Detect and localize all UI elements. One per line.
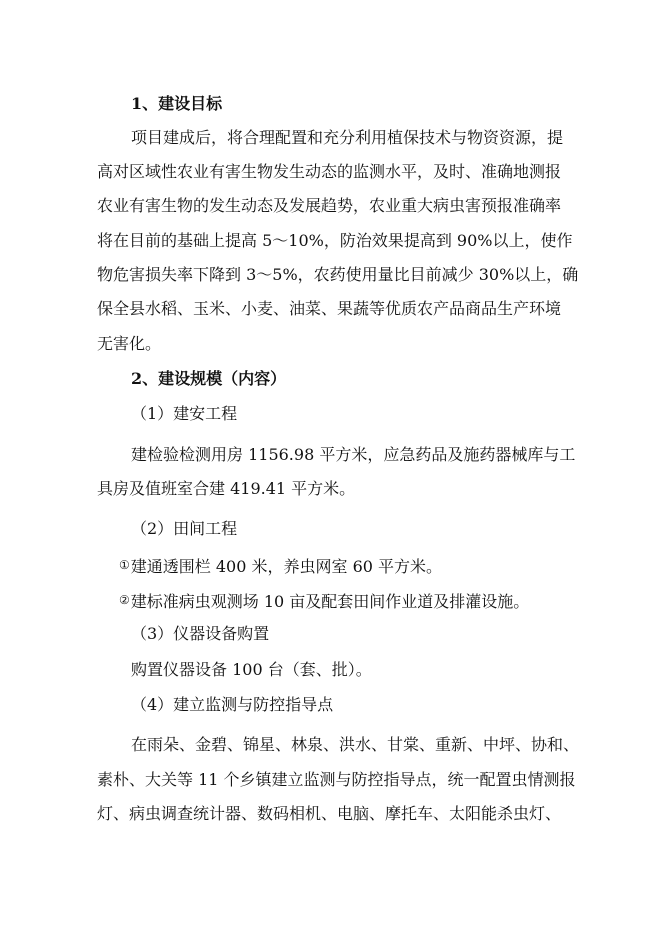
subsection-4-title: （4）建立监测与防控指导点 — [131, 695, 334, 714]
list-item — [119, 555, 442, 577]
circled-number-marker: ② — [119, 593, 130, 607]
subsection-4-line: 素朴、大关等 11 个乡镇建立监测与防控指导点，统一配置虫情测报 — [97, 770, 576, 789]
subsection-3-line: 购置仪器设备 100 台（套、批）。 — [131, 660, 372, 679]
paragraph-line: 保全县水稻、玉米、小麦、油菜、果蔬等优质农产品商品生产环境 — [97, 299, 562, 318]
subsection-4-line: 在雨朵、金碧、锦星、林泉、洪水、甘棠、重新、中坪、协和、 — [131, 735, 580, 754]
subsection-4-line: 灯、病虫调查统计器、数码相机、电脑、摩托车、太阳能杀虫灯、 — [97, 804, 562, 823]
subsection-3-title: （3）仪器设备购置 — [131, 624, 270, 643]
subsection-1-line: 建检验检测用房 1156.98 平方米，应急药品及施药器械库与工 — [131, 445, 576, 464]
subsection-1-line: 具房及值班室合建 419.41 平方米。 — [97, 479, 356, 498]
list-item-text: 建标准病虫观测场 10 亩及配套田间作业道及排灌设施。 — [130, 592, 530, 611]
paragraph-line: 物危害损失率下降到 3～5%，农药使用量比目前减少 30%以上，确 — [97, 265, 579, 284]
subsection-1-title: （1）建安工程 — [131, 404, 238, 423]
paragraph-line: 高对区域性农业有害生物发生动态的监测水平，及时、准确地测报 — [97, 162, 562, 181]
section-2-heading: 2、建设规模（内容） — [131, 369, 287, 388]
section-1-heading: 1、建设目标 — [131, 94, 223, 113]
circled-number-marker: ① — [119, 558, 130, 572]
list-item-text: 建通透围栏 400 米，养虫网室 60 平方米。 — [130, 557, 443, 576]
paragraph-line: 无害化。 — [97, 334, 162, 353]
subsection-2-title: （2）田间工程 — [131, 519, 238, 538]
paragraph-line: 将在目前的基础上提高 5～10%，防治效果提高到 90%以上，使作 — [97, 231, 573, 250]
paragraph-line: 农业有害生物的发生动态及发展趋势，农业重大病虫害预报准确率 — [97, 196, 562, 215]
list-item — [119, 590, 529, 612]
paragraph-line: 项目建成后，将合理配置和充分利用植保技术与物资资源，提 — [131, 128, 564, 147]
